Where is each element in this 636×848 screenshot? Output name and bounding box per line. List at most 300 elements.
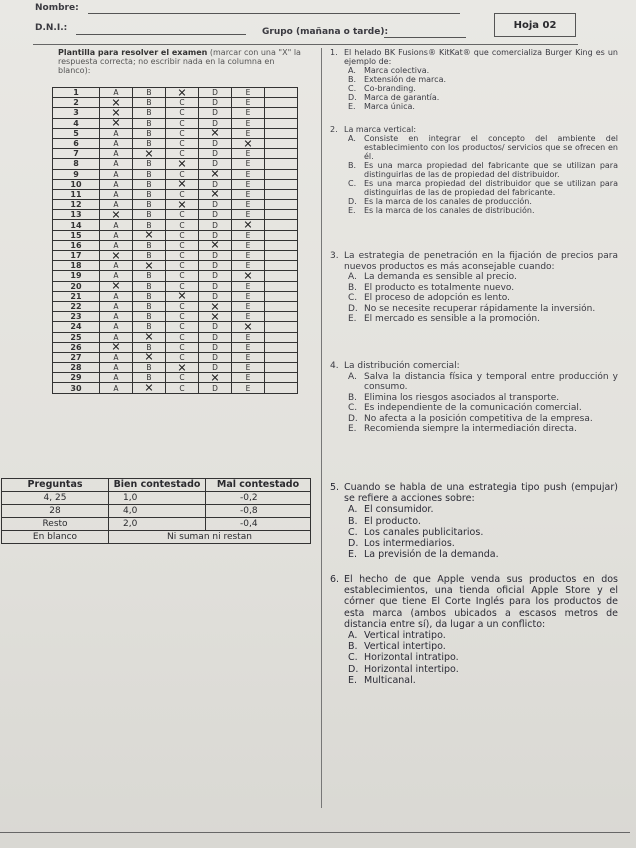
answer-option-cell[interactable]: C [166,251,199,261]
answer-option-cell[interactable]: B [133,363,166,373]
answer-option-cell[interactable]: C [166,230,199,240]
question-text: La distribución comercial: [344,361,460,371]
x-mark-icon: ✕ [144,259,154,273]
question-number: 5. [330,482,340,493]
option-text: La previsión de la demanda. [364,549,499,561]
answer-option-cell[interactable]: C [166,149,199,159]
option-text: Es independiente de la comunicación comercial. [364,403,582,413]
option-text: Elimina los riesgos asociados al transporte. [364,392,560,403]
question-option [330,372,618,393]
answer-option-cell[interactable]: B [133,210,166,220]
answer-option-cell[interactable]: C [166,261,199,271]
answer-option-cell[interactable]: A [100,301,133,311]
option-letter: A. [348,630,358,642]
answer-option-cell[interactable]: D [199,251,232,261]
answer-option-cell[interactable]: E [232,301,265,311]
option-text: Consiste en integrar el concepto del ambiente del establecimiento con los productos/ servicios que se ofrecen en él. [364,134,618,161]
answer-option-cell[interactable]: E [232,159,265,169]
answer-option-cell[interactable]: D [199,291,232,301]
answer-option-cell[interactable]: A [100,312,133,322]
answer-option-cell[interactable]: A [100,383,133,393]
answer-option-cell[interactable] [166,291,199,301]
answer-option-cell[interactable]: E [232,291,265,301]
answer-option-cell[interactable]: A [100,271,133,281]
answer-option-cell[interactable]: A [100,169,133,179]
answer-option-cell[interactable]: D [199,220,232,230]
question [330,574,618,686]
blank-cell [265,240,298,250]
answer-row [53,220,298,230]
score-row [2,518,311,531]
answer-option-cell[interactable]: A [100,179,133,189]
answer-number: 16 [53,240,100,250]
answer-option-cell[interactable]: C [166,98,199,108]
score-header-preguntas: Preguntas [2,479,109,492]
answer-row [53,342,298,352]
question-option [330,179,618,197]
instructions-note: (marcar con una "X" la respuesta correcta; no escribir nada en la columna en blanco): [58,48,301,75]
question-number: 4. [330,361,339,371]
answer-option-cell[interactable] [232,322,265,332]
answer-option-cell[interactable]: D [199,118,232,128]
answer-option-cell[interactable]: C [166,383,199,393]
option-text: Los canales publicitarios. [364,526,484,538]
answer-number: 22 [53,301,100,311]
score-cell: -0,4 [206,518,311,531]
answer-number: 26 [53,342,100,352]
question-option [330,84,618,93]
score-cell: -0,2 [206,492,311,505]
answer-option-cell[interactable]: A [100,332,133,342]
answer-option-cell[interactable]: D [199,108,232,118]
option-letter: C. [348,293,358,303]
answer-option-cell[interactable]: E [232,118,265,128]
x-mark-icon: ✕ [210,300,220,314]
option-letter: C. [348,84,357,93]
answer-row [53,189,298,199]
answer-option-cell[interactable] [133,149,166,159]
answer-option-cell[interactable]: A [100,240,133,250]
answer-option-cell[interactable]: E [232,332,265,342]
question-stem [330,48,618,66]
answer-option-cell[interactable]: E [232,98,265,108]
answer-option-cell[interactable]: B [133,342,166,352]
x-mark-icon: ✕ [111,116,121,130]
blank-cell [265,332,298,342]
answer-row [53,373,298,383]
question-number: 2. [330,125,338,134]
answer-row [53,281,298,291]
answer-number: 10 [53,179,100,189]
answer-option-cell[interactable] [133,383,166,393]
answer-option-cell[interactable]: E [232,383,265,393]
answer-option-cell[interactable] [199,128,232,138]
answer-option-cell[interactable]: E [232,251,265,261]
question-option [330,424,618,435]
answer-option-cell[interactable]: B [133,322,166,332]
option-letter: A. [348,371,357,382]
option-text: Extensión de marca. [364,75,447,84]
answer-number: 17 [53,251,100,261]
answer-option-cell[interactable] [100,210,133,220]
option-letter: D. [348,303,358,314]
question-text: La estrategia de penetración en la fijación de precios para nuevos productos es más aconsejable cuando: [344,251,618,272]
answer-option-cell[interactable]: D [199,281,232,291]
option-letter: C. [348,179,357,188]
answer-option-cell[interactable]: C [166,281,199,291]
question-option [330,93,618,102]
dni-label: D.N.I.: [35,23,68,33]
question-text: Cuando se habla de una estrategia tipo push (empujar) se refiere a acciones sobre: [344,482,618,505]
answer-option-cell[interactable]: D [199,230,232,240]
option-text: Multicanal. [364,674,416,686]
answer-option-cell[interactable] [100,118,133,128]
answer-option-cell[interactable]: C [166,108,199,118]
option-text: Marca única. [364,102,415,111]
answer-option-cell[interactable]: E [232,352,265,362]
option-letter: B. [348,641,358,653]
answer-option-cell[interactable]: C [166,342,199,352]
answer-option-cell[interactable]: E [232,179,265,189]
answer-number: 9 [53,169,100,179]
answer-option-cell[interactable] [199,169,232,179]
answer-option-cell[interactable]: E [232,312,265,322]
question-stem [330,574,618,630]
option-letter: D. [348,413,358,424]
question-option [330,630,618,641]
answer-option-cell[interactable] [133,352,166,362]
answer-option-cell[interactable] [100,342,133,352]
answer-option-cell[interactable]: B [133,240,166,250]
blank-cell [265,210,298,220]
answer-option-cell[interactable] [133,332,166,342]
answer-option-cell[interactable]: B [133,98,166,108]
answer-option-cell[interactable] [199,189,232,199]
blank-cell [265,98,298,108]
answer-option-cell[interactable]: E [232,88,265,98]
question-option [330,293,618,304]
answer-option-cell[interactable]: B [133,108,166,118]
x-mark-icon: ✕ [111,279,121,293]
blank-cell [265,189,298,199]
answer-option-cell[interactable]: C [166,128,199,138]
option-text: El proceso de adopción es lento. [364,293,510,303]
x-mark-icon: ✕ [243,320,253,334]
answer-option-cell[interactable]: B [133,169,166,179]
answer-option-cell[interactable]: C [166,189,199,199]
answer-option-cell[interactable]: A [100,159,133,169]
option-text: Horizontal intratipo. [364,652,459,664]
answer-option-cell[interactable] [199,373,232,383]
x-mark-icon: ✕ [111,249,121,263]
answer-option-cell[interactable]: B [133,138,166,148]
answer-option-cell[interactable]: A [100,352,133,362]
score-cell: 4,0 [109,505,206,518]
answer-row [53,149,298,159]
answer-number: 29 [53,373,100,383]
answer-option-cell[interactable]: E [232,363,265,373]
answer-option-cell[interactable]: B [133,271,166,281]
question-stem [330,251,618,272]
answer-option-cell[interactable]: C [166,138,199,148]
score-row [2,492,311,505]
x-mark-icon: ✕ [243,269,253,283]
question-number: 3. [330,251,339,261]
question-stem [330,482,618,504]
answer-number: 25 [53,332,100,342]
answer-option-cell[interactable]: E [232,169,265,179]
answer-option-cell[interactable]: C [166,373,199,383]
answer-option-cell[interactable]: A [100,138,133,148]
answer-option-cell[interactable]: A [100,261,133,271]
answer-option-cell[interactable]: C [166,210,199,220]
answer-option-cell[interactable]: E [232,281,265,291]
blank-cell [265,322,298,332]
answer-option-cell[interactable]: A [100,373,133,383]
answer-option-cell[interactable] [166,159,199,169]
answer-option-cell[interactable]: E [232,342,265,352]
answer-option-cell[interactable]: D [199,352,232,362]
answer-option-cell[interactable]: D [199,383,232,393]
question-option [330,403,618,414]
answer-option-cell[interactable]: C [166,118,199,128]
option-letter: E. [348,674,358,686]
question [330,48,618,111]
answer-option-cell[interactable]: C [166,169,199,179]
answer-grid [52,87,298,394]
answer-option-cell[interactable]: A [100,88,133,98]
answer-option-cell[interactable]: B [133,291,166,301]
option-letter: B. [348,75,357,84]
score-cell: 4, 25 [2,492,109,505]
answer-option-cell[interactable] [166,363,199,373]
answer-option-cell[interactable]: B [133,118,166,128]
grupo-label: Grupo (mañana o tarde): [262,27,389,37]
header-rule [33,44,578,45]
question-text: El helado BK Fusions® KitKat® que comercializa Burger King es un ejemplo de: [344,48,618,66]
answer-option-cell[interactable]: A [100,363,133,373]
answer-option-cell[interactable]: D [199,271,232,281]
question-option [330,516,618,527]
answer-option-cell[interactable]: D [199,261,232,271]
question [330,125,618,215]
question-option [330,538,618,549]
answer-option-cell[interactable]: A [100,200,133,210]
answer-option-cell[interactable]: D [199,138,232,148]
option-letter: B. [348,515,358,527]
answer-row [53,230,298,240]
option-text: El mercado es sensible a la promoción. [364,314,540,324]
question [330,361,618,435]
answer-number: 5 [53,128,100,138]
option-letter: D. [348,197,357,206]
option-letter: E. [348,424,357,434]
answer-row [53,210,298,220]
answer-option-cell[interactable]: D [199,322,232,332]
answer-number: 20 [53,281,100,291]
blank-cell [265,363,298,373]
answer-option-cell[interactable] [166,179,199,189]
answer-option-cell[interactable]: D [199,179,232,189]
question-option [330,675,618,686]
x-mark-icon: ✕ [177,157,187,171]
answer-number: 21 [53,291,100,301]
blank-cell [265,301,298,311]
score-cell: 28 [2,505,109,518]
option-letter: D. [348,93,357,102]
x-mark-icon: ✕ [144,381,154,395]
answer-option-cell[interactable] [232,220,265,230]
answer-option-cell[interactable] [232,137,265,151]
answer-option-cell[interactable]: A [100,149,133,159]
blank-cell [265,220,298,230]
answer-option-cell[interactable]: A [100,291,133,301]
option-letter: C. [348,403,358,413]
grupo-line [384,37,466,38]
answer-option-cell[interactable]: A [100,230,133,240]
answer-option-cell[interactable]: B [133,220,166,230]
question-option [330,102,618,111]
answer-number: 30 [53,383,100,393]
option-text: Co-branding. [364,84,416,93]
option-letter: B. [348,282,358,293]
answer-option-cell[interactable]: C [166,322,199,332]
answer-option-cell[interactable]: B [133,301,166,311]
answer-option-cell[interactable]: B [133,88,166,98]
answer-option-cell[interactable]: B [133,189,166,199]
answer-option-cell[interactable]: B [133,128,166,138]
option-letter: D. [348,663,359,675]
answer-option-cell[interactable]: D [199,210,232,220]
answer-option-cell[interactable]: D [199,149,232,159]
option-text: Los intermediarios. [364,538,455,550]
answer-number: 19 [53,271,100,281]
option-text: Es una marca propiedad del distribuidor que se utilizan para distinguirlas de las de propiedad del fabricante. [364,179,618,197]
question-option [330,549,618,560]
answer-option-cell[interactable]: C [166,271,199,281]
option-text: No se necesite recuperar rápidamente la inversión. [364,303,596,314]
answer-option-cell[interactable]: A [100,189,133,199]
question-option [330,272,618,283]
answer-option-cell[interactable]: A [100,220,133,230]
question-number: 1. [330,48,338,57]
answer-option-cell[interactable]: D [199,88,232,98]
answer-number: 18 [53,261,100,271]
blank-cell [265,271,298,281]
answer-option-cell[interactable]: B [133,281,166,291]
answer-option-cell[interactable]: B [133,159,166,169]
option-text: Marca de garantía. [364,93,440,102]
answer-option-cell[interactable] [199,240,232,250]
answer-number: 11 [53,189,100,199]
answer-option-cell[interactable]: E [232,210,265,220]
answer-option-cell[interactable]: B [133,373,166,383]
question-number: 6. [330,574,340,585]
answer-option-cell[interactable]: B [133,312,166,322]
option-text: Es la marca de los canales de distribución. [364,206,535,215]
answer-option-cell[interactable] [100,251,133,261]
answer-option-cell[interactable]: B [133,179,166,189]
answer-option-cell[interactable]: A [100,322,133,332]
option-text: El producto es totalmente nuevo. [364,282,515,293]
answer-option-cell[interactable]: E [232,108,265,118]
answer-option-cell[interactable]: E [232,230,265,240]
answer-option-cell[interactable]: C [166,352,199,362]
hoja-box: Hoja 02 [494,13,576,37]
answer-number: 6 [53,138,100,148]
answer-option-cell[interactable]: C [166,240,199,250]
answer-option-cell[interactable] [199,312,232,322]
answer-option-cell[interactable]: E [232,128,265,138]
answer-option-cell[interactable]: C [166,332,199,342]
answer-number: 14 [53,220,100,230]
answer-option-cell[interactable] [133,230,166,240]
answer-option-cell[interactable]: E [232,261,265,271]
answer-row [53,159,298,169]
answer-row [53,271,298,281]
question-stem [330,125,618,134]
question-option [330,283,618,294]
x-mark-icon: ✕ [111,96,121,110]
x-mark-icon: ✕ [177,289,187,303]
answer-option-cell[interactable]: D [199,159,232,169]
x-mark-icon: ✕ [243,218,253,232]
score-blank-value: Ni suman ni restan [109,531,311,544]
answer-option-cell[interactable]: D [199,332,232,342]
blank-cell [265,179,298,189]
answer-option-cell[interactable]: B [133,251,166,261]
blank-cell [265,149,298,159]
answer-option-cell[interactable]: C [166,220,199,230]
blank-cell [265,373,298,383]
answer-row [53,261,298,271]
answer-option-cell[interactable] [232,271,265,281]
answer-option-cell[interactable]: E [232,149,265,159]
x-mark-icon: ✕ [210,238,220,252]
answer-option-cell[interactable]: E [232,373,265,383]
answer-row [53,118,298,128]
option-letter: C. [348,526,358,538]
answer-option-cell[interactable] [166,88,199,98]
answer-option-cell[interactable]: D [199,200,232,210]
answer-option-cell[interactable] [100,281,133,291]
answer-option-cell[interactable]: D [199,342,232,352]
option-text: Salva la distancia física y temporal entre producción y consumo. [364,371,618,392]
option-text: Recomienda siempre la intermediación directa. [364,424,577,434]
answer-option-cell[interactable] [133,261,166,271]
answer-option-cell[interactable]: C [166,301,199,311]
answer-option-cell[interactable]: B [133,200,166,210]
answer-option-cell[interactable]: C [166,312,199,322]
option-letter: E. [348,549,358,561]
answer-option-cell[interactable]: E [232,189,265,199]
score-row [2,505,311,518]
answer-option-cell[interactable]: E [232,240,265,250]
answer-option-cell[interactable]: D [199,363,232,373]
answer-option-cell[interactable]: A [100,128,133,138]
x-mark-icon: ✕ [177,361,187,375]
answer-option-cell[interactable]: D [199,98,232,108]
blank-cell [265,342,298,352]
score-header-bien: Bien contestado [109,479,206,492]
option-letter: A. [348,272,357,282]
answer-row [53,240,298,250]
answer-option-cell[interactable] [166,200,199,210]
option-letter: E. [348,102,356,111]
answer-option-cell[interactable]: E [232,200,265,210]
answer-number: 4 [53,118,100,128]
answer-number: 2 [53,98,100,108]
